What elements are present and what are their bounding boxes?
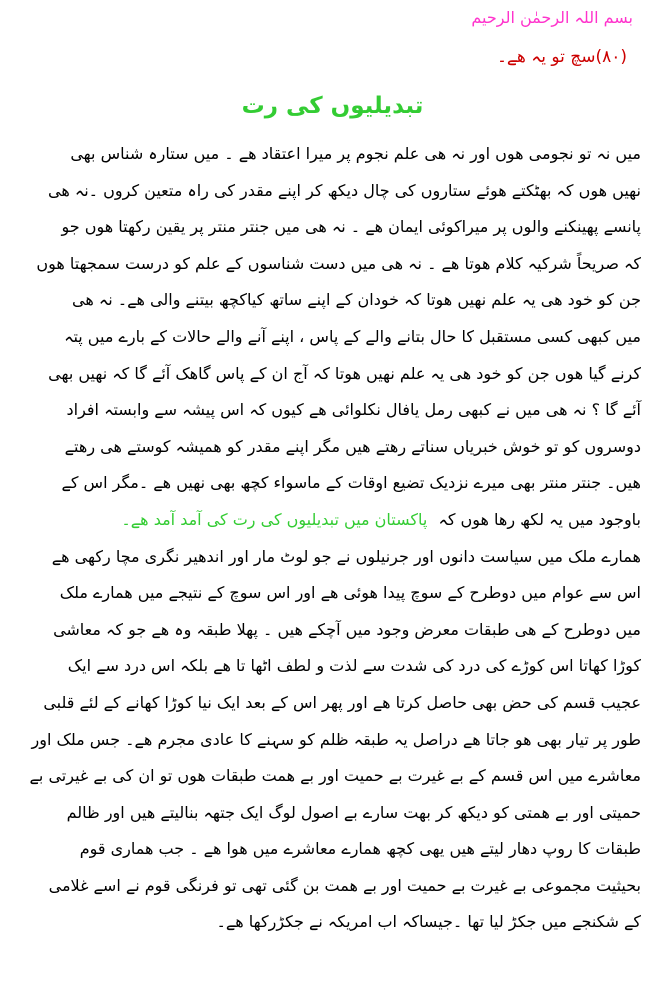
body-line: عجیب قسم کی حض بھی حاصل کرتا ھے اور پھر اس کے بعد ایک نیا کوڑا کھانے کے لئے قلبی — [43, 692, 641, 712]
body-line: کے شکنجے میں جکڑ لیا تھا ۔جیساکہ اب امریکہ نے جکڑرکھا ھے۔ — [216, 912, 641, 932]
body-line: اس سے عوام میں دوطرح کے سوچ پیدا ھوئی ھے اور اس سوچ کے نتیجے میں ھمارے ملک — [59, 583, 641, 603]
body-line: حمیتی اور بے ھمتی کو دیکھ کر بھت سارے بے اصول لوگ ایک جتھہ بنالیتے ھیں اور ظالم — [66, 802, 641, 822]
article-body — [0, 136, 665, 941]
article-heading: (۸۰)سچ تو یہ ھے۔ — [496, 47, 627, 67]
body-line: میں نہ تو نجومی ھوں اور نہ ھی علم نجوم پر میرا اعتقاد ھے ۔ میں ستارہ شناس بھی — [70, 144, 641, 163]
body-line: ھمارے ملک میں سیاست دانوں اور جرنیلوں نے جو لوٹ مار اور اندھیر نگری مچا رکھی ھے — [51, 546, 641, 566]
body-line: دوسروں کو تو خوش خبریاں سناتے رھتے ھیں مگر اپنے مقدر کو ھمیشہ کوستے ھی رھتے — [64, 436, 641, 456]
body-line: میں دوطرح کے ھی طبقات معرض وجود میں آچکے ھیں ۔ پھلا طبقہ وہ ھے جو کہ معاشی — [53, 619, 641, 639]
body-line: کوڑا کھاتا اس کوڑے کی درد کی شدت سے لذت و لطف اٹھا تا ھے بلکہ اس درد سے ایک — [67, 656, 641, 676]
body-line: جن کو خود ھی یہ علم نھیں ھوتا کہ خودان کے اپنے ساتھ کیاکچھ بیتنے والی ھے۔ نہ ھی — [71, 290, 641, 310]
body-line: طبقات کا روپ دھار لیتے ھیں یھی کچھ ھمارے معاشرے میں ھوا ھے ۔ جب ھماری قوم — [79, 839, 641, 859]
body-line: طور پر تیار بھی ھو جاتا ھے دراصل یہ طبقہ ظلم کو سہنے کا عادی مجرم ھے۔ جس ملک اور — [31, 729, 641, 749]
body-line: نھیں ھوں کہ بھٹکتے ھوئے ستاروں کی چال دیکھ کر اپنے مقدر کی راہ متعین کروں ۔نہ ھی — [47, 180, 641, 200]
bismillah-header: بسم اللہ الرحمٰن الرحیم — [471, 8, 633, 27]
highlight-line — [0, 502, 665, 539]
body-line: معاشرے میں اس قسم کے بے غیرت بے حمیت اور بے ھمت طبقات ھوں تو ان کی بے غیرتی بے — [29, 766, 641, 786]
body-line: ھیں۔ جنتر منتر بھی میرے نزدیک تضیع اوقات کے ماسواء کچھ بھی نھیں ھے ۔مگر اس کے — [61, 473, 641, 493]
body-line: آئے گا ؟ نہ ھی میں نے کبھی رمل یافال نکلوائی ھے کیوں کہ اس پیشہ سے وابستہ افراد — [66, 400, 641, 420]
body-line: کہ صریحاً شرکیہ کلام ھوتا ھے ۔ نہ ھی میں دست شناسوں کے علم کو درست سمجھتا ھوں — [36, 253, 641, 273]
body-line: بحیثیت مجموعی بے غیرت بے حمیت اور بے ھمت بن گئی تھی تو فرنگی قوم نے اسے غلامی — [48, 875, 641, 895]
body-line: میں کبھی کسی مستقبل کا حال بتانے والے کے پاس ، اپنے آنے والے حالات کے بارے میں پتہ — [64, 326, 641, 346]
article-title: تبدیلیوں کی رت — [241, 93, 424, 119]
highlight-line-prefix: باوجود میں یہ لکھ رھا ھوں کہ — [438, 509, 641, 529]
body-line: پانسے پھینکنے والوں پر میراکوئی ایمان ھے ۔ نہ ھی میں جنتر منتر پر یقین رکھتا ھوں جو — [61, 217, 641, 237]
body-line: کرنے گیا ھوں جن کو خود ھی یہ علم نھیں ھوتا کہ آج ان کے پاس گاھک آئے گا کہ نھیں بھی — [48, 363, 641, 383]
highlighted-phrase: پاکستان میں تبدیلیوں کی رت کی آمد آمد ھے۔ — [121, 509, 428, 529]
